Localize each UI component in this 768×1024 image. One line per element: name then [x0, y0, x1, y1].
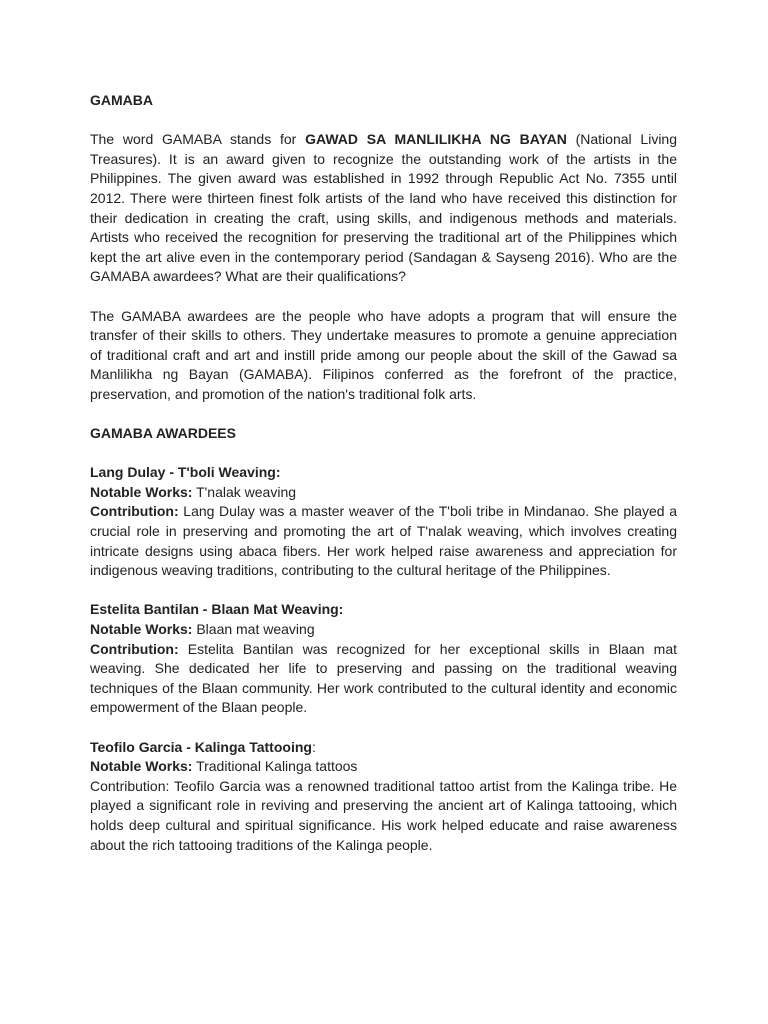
contribution-text: Teofilo Garcia was a renowned traditional tattoo artist from the Kalinga tribe. He played a significant role in reviving and preserving the ancient art of Kalinga tattooing, which holds deep cultural and spiritual significance. His work helped educate and raise awareness about the rich tattooing traditions of the Kalinga people. — [90, 777, 677, 853]
notable-works — [90, 483, 677, 503]
contribution — [90, 777, 677, 855]
awardee-name: Teofilo Garcia - Kalinga Tattooing — [90, 738, 312, 755]
spacer — [90, 111, 677, 131]
intro-lead: The word GAMABA stands for — [90, 131, 297, 148]
notable-works-value: Traditional Kalinga tattoos — [196, 758, 358, 775]
spacer — [90, 718, 677, 738]
intro-rest: (National Living Treasures). It is an award given to recognize the outstanding work of the artists in the Philippines. The given award was established in 1992 through Republic Act No. 7355 until 2012. There were thirteen finest folk artists of the land who have received this distinction for their dedication in creating the craft, using skills, and indigenous methods and materials. Artists who received the recognition for preserving the traditional art of the Philippines which kept the art alive even in the contemporary period (Sandagan & Sayseng 2016). Who are the GAMABA awardees? What are their qualifications? — [90, 131, 677, 285]
awardee-name: Lang Dulay - T'boli Weaving: — [90, 464, 281, 481]
contribution — [90, 640, 677, 718]
contribution-text: Lang Dulay was a master weaver of the T'boli tribe in Mindanao. She played a crucial role in preserving and promoting the art of T'nalak weaving, which involves creating intricate designs using abaca fibers. Her work helped raise awareness and appreciation for indigenous weaving traditions, contributing to the cultural heritage of the Philippines. — [90, 503, 678, 579]
intro-paragraph — [90, 130, 677, 287]
notable-works — [90, 620, 677, 640]
notable-works-value: T'nalak weaving — [196, 483, 297, 500]
contribution-label: Contribution: — [90, 503, 179, 520]
notable-works-label: Notable Works: — [90, 483, 193, 500]
notable-works-label: Notable Works: — [90, 621, 193, 638]
awardee-name-suffix: : — [311, 738, 316, 755]
awardee-name-line — [90, 738, 677, 758]
spacer — [90, 581, 677, 601]
document-page — [90, 91, 677, 855]
notable-works-label: Notable Works: — [90, 758, 193, 775]
spacer — [90, 405, 677, 425]
spacer — [90, 444, 677, 464]
awardee-name: Estelita Bantilan - Blaan Mat Weaving: — [90, 601, 344, 618]
awardee-entry — [90, 738, 677, 856]
intro-bold: GAWAD SA MANLILIKHA NG BAYAN — [305, 131, 567, 148]
awardees-paragraph: The GAMABA awardees are the people who have adopts a program that will ensure the transfer of their skills to others. They undertake measures to promote a genuine appreciation of traditional craft and art and instill pride among our people about the skill of the Gawad sa Manlilikha ng Bayan (GAMABA). Filipinos conferred as the forefront of the practice, preservation, and promotion of the nation's traditional folk arts. — [90, 307, 677, 402]
awardees-heading: GAMABA AWARDEES — [90, 425, 236, 442]
contribution-label: Contribution: — [90, 640, 179, 657]
notable-works — [90, 757, 677, 777]
contribution — [90, 502, 677, 580]
spacer — [90, 287, 677, 307]
contribution-text: Estelita Bantilan was recognized for her exceptional skills in Blaan mat weaving. She dedicated her life to preserving and passing on the traditional weaving techniques of the Blaan community. Her work contributed to the cultural identity and economic empowerment of the Blaan people. — [90, 640, 677, 716]
awardee-entry — [90, 600, 677, 718]
contribution-label: Contribution: — [90, 777, 170, 794]
notable-works-value: Blaan mat weaving — [196, 621, 315, 638]
document-title: GAMABA — [90, 92, 153, 108]
awardee-entry — [90, 463, 677, 581]
